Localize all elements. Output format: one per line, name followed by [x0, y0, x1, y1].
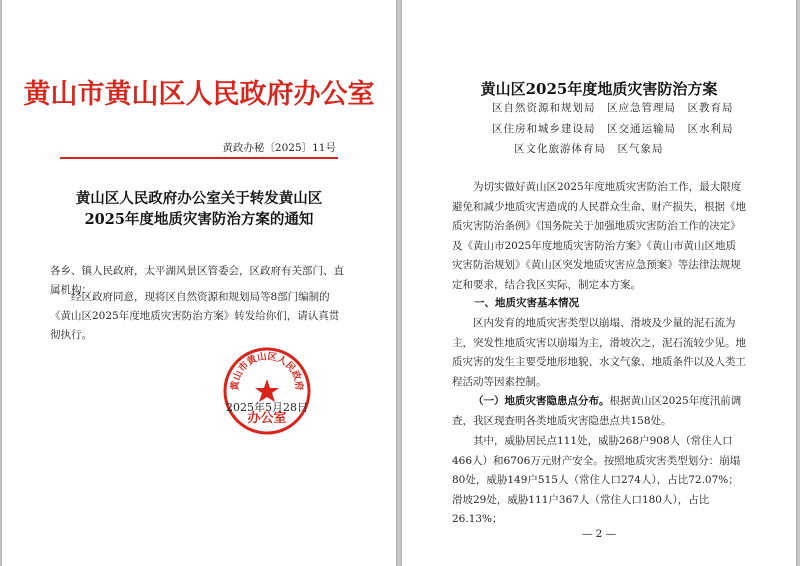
official-seal-icon: [222, 346, 312, 436]
sign-date: 2025年5月28日: [226, 401, 308, 414]
department-line-1: 区自然资源和规划局 区应急管理局 区教育局: [492, 102, 734, 114]
subsection-text: 根据黄山区2025年度汛前调查，我区现查明各类地质灾害隐患点共158处。: [452, 395, 742, 427]
statistics-paragraph: 其中，威胁居民点111处，威胁268户908人（常住人口466人）和6706万元财产安全。按照地质灾害类型划分：崩塌80处，威胁149户515人（常住人口274人），占比72.07%；滑坡29处，威胁111户367人（常住人口180人），占比26.13%；: [452, 435, 741, 525]
section-heading-1: 一、地质灾害基本情况: [474, 297, 579, 309]
section-1-paragraph: 区内发育的地质灾害类型以崩塌、滑坡及少量的泥石流为主，突发性地质灾害以崩塌为主，滑坡次之，泥石流较少见。地质灾害的发生主要受地形地貌、水文气象、地质条件以及人类工程活动等因素控制。: [452, 317, 746, 388]
plan-title: 黄山区2025年度地质灾害防治方案: [480, 80, 718, 98]
notice-body-paragraph: 经区政府同意，现将区自然资源和规划局等8部门编制的《黄山区2025年度地质灾害防治方案》转发给你们，请认真贯彻执行。: [50, 291, 340, 341]
seal-arc-text: 黄山市黄山区人民政府: [229, 351, 305, 391]
document-number: 黄政办秘〔2025〕11号: [222, 142, 336, 154]
notice-title-line-1: 黄山区人民政府办公室关于转发黄山区: [75, 190, 323, 207]
red-divider-line: [60, 157, 338, 159]
page-number: — 2 —: [581, 528, 617, 540]
department-line-2: 区住房和城乡建设局 区交通运输局 区水利局: [492, 123, 734, 135]
document-page-left: [2, 0, 396, 566]
notice-title: [2, 188, 396, 230]
subsection-heading: （一）地质灾害隐患点分布。: [473, 395, 610, 407]
department-line-3: 区文化旅游体育局 区气象局: [514, 143, 664, 155]
recipients-paragraph: 各乡、镇人民政府，太平湖风景区管委会，区政府有关部门、直属机构：: [50, 265, 344, 296]
seal-bottom-text: 办公室: [247, 411, 287, 426]
subsection-paragraph: [452, 392, 746, 431]
intro-paragraph: 为切实做好黄山区2025年度地质灾害防治工作，最大限度避免和减少地质灾害造成的人民群众生命、财产损失，根据《地质灾害防治条例》《国务院关于加强地质灾害防治工作的决定》及《黄山市2025年度地质灾害防治方案》《黄山市黄山区地质灾害防治规划》《黄山区突发地质灾害应急预案》等法律法规规定和要求，结合我区实际，制定本方案。: [452, 181, 746, 291]
document-page-right: [402, 0, 796, 566]
notice-title-line-2: 2025年度地质灾害防治方案的通知: [84, 211, 314, 228]
red-masthead: 黄山市黄山区人民政府办公室: [23, 79, 375, 110]
